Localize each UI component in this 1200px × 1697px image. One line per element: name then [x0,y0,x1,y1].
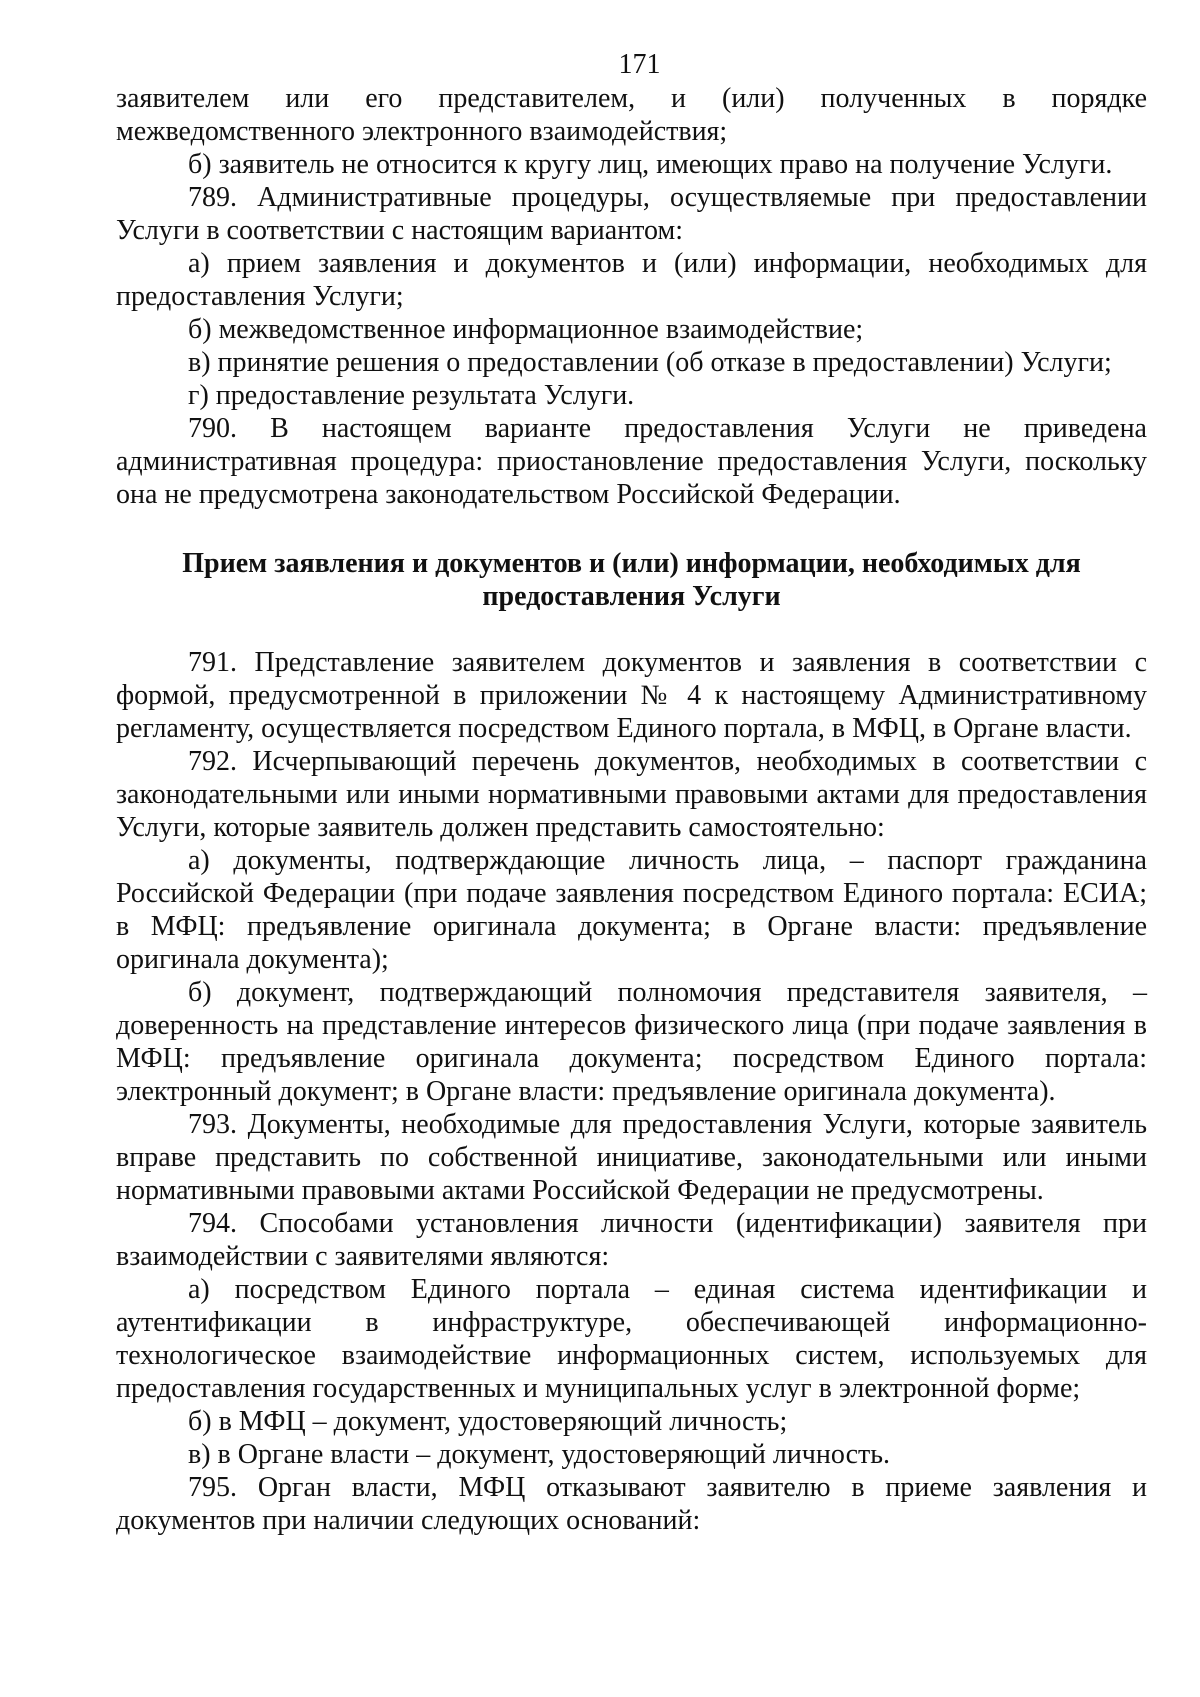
paragraph-789: 789. Административные процедуры, осуществляемые при предоставлении Услуги в соответствии с настоящим вариантом: [116,182,1147,246]
paragraph-793: 793. Документы, необходимые для предоставления Услуги, которые заявитель вправе представить по собственной инициативе, законодательными или иными нормативными правовыми актами Российской Федерации не предусмотрены. [116,1109,1147,1206]
paragraph-795: 795. Орган власти, МФЦ отказывают заявителю в приеме заявления и документов при наличии следующих оснований: [116,1472,1147,1536]
paragraph: г) предоставление результата Услуги. [188,380,635,411]
paragraph-794: 794. Способами установления личности (идентификации) заявителя при взаимодействии с заявителями являются: [116,1208,1147,1272]
paragraph: б) заявитель не относится к кругу лиц, имеющих право на получение Услуги. [188,149,1113,180]
paragraph: а) посредством Единого портала – единая система идентификации и аутентификации в инфраструктуре, обеспечивающей информационно-технологическое взаимодействие информационных систем, используемых для предоставления государственных и муниципальных услуг в электронной форме; [116,1274,1147,1404]
paragraph: б) в МФЦ – документ, удостоверяющий личность; [188,1406,788,1437]
paragraph: в) в Органе власти – документ, удостоверяющий личность. [188,1439,890,1470]
paragraph: б) межведомственное информационное взаимодействие; [188,314,864,345]
paragraph-continuation: заявителем или его представителем, и (или) полученных в порядке межведомственного электронного взаимодействия; [116,83,1147,147]
paragraph: в) принятие решения о предоставлении (об отказе в предоставлении) Услуги; [188,347,1112,378]
paragraph: а) документы, подтверждающие личность лица, – паспорт гражданина Российской Федерации (при подаче заявления посредством Единого портала: ЕСИА; в МФЦ: предъявление оригинала документа; в Органе власти: предъявление оригинала документа); [116,845,1147,975]
paragraph: б) документ, подтверждающий полномочия представителя заявителя, – доверенность на представление интересов физического лица (при подаче заявления в МФЦ: предъявление оригинала документа; посредством Единого портала: электронный документ; в Органе власти: предъявление оригинала документа). [116,977,1147,1107]
paragraph: а) прием заявления и документов и (или) информации, необходимых для предоставления Услуги; [116,248,1147,312]
paragraph-792: 792. Исчерпывающий перечень документов, необходимых в соответствии с законодательными или иными нормативными правовыми актами для предоставления Услуги, которые заявитель должен представить самостоятельно: [116,746,1147,843]
page-number: 171 [618,49,661,80]
paragraph-790: 790. В настоящем варианте предоставления Услуги не приведена административная процедура: приостановление предоставления Услуги, поскольку она не предусмотрена законодательством Российской Федерации. [116,413,1147,510]
section-heading: Прием заявления и документов и (или) информации, необходимых для предоставления Услуги [182,548,1081,612]
paragraph-791: 791. Представление заявителем документов и заявления в соответствии с формой, предусмотренной в приложении № 4 к настоящему Административному регламенту, осуществляется посредством Единого портала, в МФЦ, в Органе власти. [116,647,1147,744]
